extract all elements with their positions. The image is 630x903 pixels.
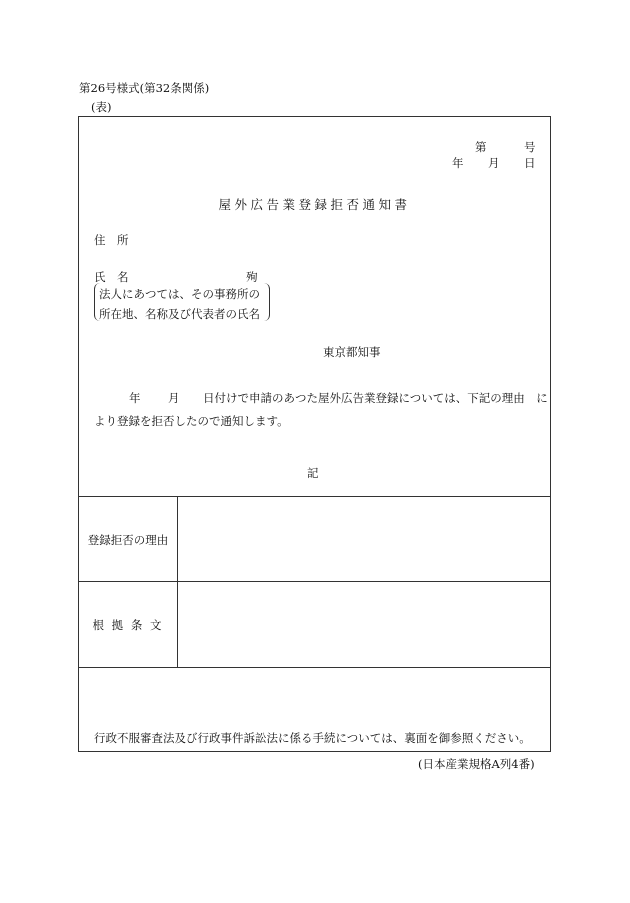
reason-label: 登録拒否の理由 [87,533,169,547]
divider-line [79,581,550,582]
number-prefix: 第 [475,140,487,154]
corporate-note-line1: 法人にあつては、その事務所の [99,287,260,301]
address-label: 住 所 [94,233,129,247]
paper-size-note: (日本産業規格A列4番) [418,757,535,771]
form-number: 第26号様式(第32条関係) [79,81,210,95]
date-month: 月 [488,156,500,170]
issuer: 東京都知事 [323,345,381,359]
appeal-note: 行政不服審査法及び行政事件訴訟法に係る手続については、裏面を御参照ください。 [94,731,531,745]
honorific: 殉 [246,270,258,284]
corporate-note-line2: 所在地、名称及び代表者の氏名 [99,307,260,321]
body-year: 年 [129,391,141,405]
name-label: 氏 名 [94,270,129,284]
basis-label: 根 拠 条 文 [92,618,164,632]
notice-form [78,116,551,752]
number-suffix: 号 [524,140,536,154]
body-line1: 日付けで申請のあつた屋外広告業登録については、下記の理由 に [203,391,548,405]
body-line2: より登録を拒否したので通知します。 [94,414,289,428]
divider-line [79,496,550,497]
date-year: 年 [452,156,464,170]
divider-line [79,667,550,668]
body-month: 月 [168,391,180,405]
column-divider [177,496,178,667]
date-day: 日 [524,156,536,170]
ki-label: 記 [307,466,319,480]
document-title: 屋外広告業登録拒否通知書 [218,197,411,212]
side-label: (表) [91,100,112,114]
